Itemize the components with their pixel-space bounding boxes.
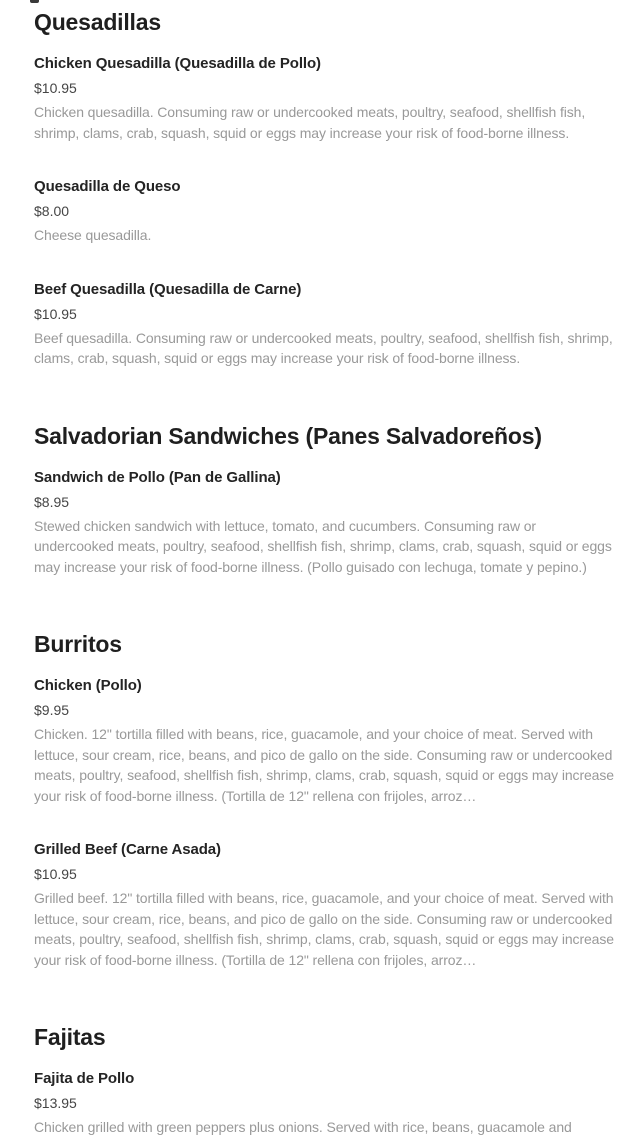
menu-item[interactable] [34,54,617,143]
menu-item-price: $8.00 [34,203,70,219]
menu-item[interactable] [34,676,617,806]
section-title: Salvadorian Sandwiches (Panes Salvadoreños) [34,422,542,449]
menu-item-name: Sandwich de Pollo (Pan de Gallina) [34,468,281,486]
menu-item-price: $9.95 [34,702,70,718]
menu-item-price: $13.95 [34,1095,77,1111]
menu-section-burritos [34,629,617,970]
menu-item-price: $10.95 [34,80,77,96]
section-title: Fajitas [34,1024,106,1050]
menu-item-name: Fajita de Pollo [34,1070,135,1087]
menu-item-name: Quesadilla de Queso [34,178,181,195]
menu-item-price: $10.95 [34,866,77,882]
section-items [34,1069,617,1138]
menu-item-description: Chicken grilled with green peppers plus onions. Served with rice, beans, guacamole and [34,1119,572,1135]
menu-item[interactable] [34,840,617,970]
section-title: Burritos [34,631,122,657]
menu-section-quesadillas [34,7,617,369]
menu-item-description: Cheese quesadilla. [34,227,152,243]
menu-item[interactable] [34,468,617,578]
clipped-content-remnant [30,0,39,3]
menu-item-price: $8.95 [34,493,70,510]
menu-item-price: $10.95 [34,305,77,322]
menu-item-name: Beef Quesadilla (Quesadilla de Carne) [34,280,302,298]
menu-item[interactable] [34,177,617,246]
section-title: Quesadillas [34,9,161,35]
menu-item-description: Chicken. 12" tortilla filled with beans, rice, guacamole, and your choice of meat. Served with lettuce, sour cream, rice, beans, and pico de gallo on the side. Consuming raw or undercooked meats, poultry, seafood, shellfish fish, shrimp, clams, crab, squash, squid or eggs may increase your risk of food-borne illness. (Tortilla de 12" rellena con frijoles, arroz… [34,726,614,804]
menu-item[interactable] [34,1069,617,1138]
menu-item-name: Chicken (Pollo) [34,677,142,694]
menu-item-description: Stewed chicken sandwich with lettuce, tomato, and cucumbers. Consuming raw or undercooked meats, poultry, seafood, shellfish fish, shrimp, clams, crab, squash, squid or eggs may increase your risk of food-borne illness. (Pollo guisado con lechuga, tomate y pepino.) [34,517,612,575]
section-items [34,54,617,369]
menu-item[interactable] [34,280,617,369]
menu-section-salvadorian-sandwiches [34,421,617,578]
section-items [34,468,617,578]
menu-item-name: Chicken Quesadilla (Quesadilla de Pollo) [34,55,321,72]
section-items [34,676,617,970]
menu-item-description: Beef quesadilla. Consuming raw or undercooked meats, poultry, seafood, shellfish fish, shrimp, clams, crab, squash, squid or eggs may increase your risk of food-borne illness. [34,329,613,366]
menu-item-description: Grilled beef. 12" tortilla filled with beans, rice, guacamole, and your choice of meat. Served with lettuce, sour cream, rice, beans, and pico de gallo on the side. Consuming raw or undercooked meats, poultry, seafood, shellfish fish, shrimp, clams, crab, squash, squid or eggs may increase your risk of food-borne illness. (Tortilla de 12" rellena con frijoles, arroz… [34,890,614,968]
menu-item-name: Grilled Beef (Carne Asada) [34,841,221,858]
menu-item-description: Chicken quesadilla. Consuming raw or undercooked meats, poultry, seafood, shellfish fish, shrimp, clams, crab, squash, squid or eggs may increase your risk of food-borne illness. [34,104,586,141]
menu-section-fajitas [34,1022,617,1138]
